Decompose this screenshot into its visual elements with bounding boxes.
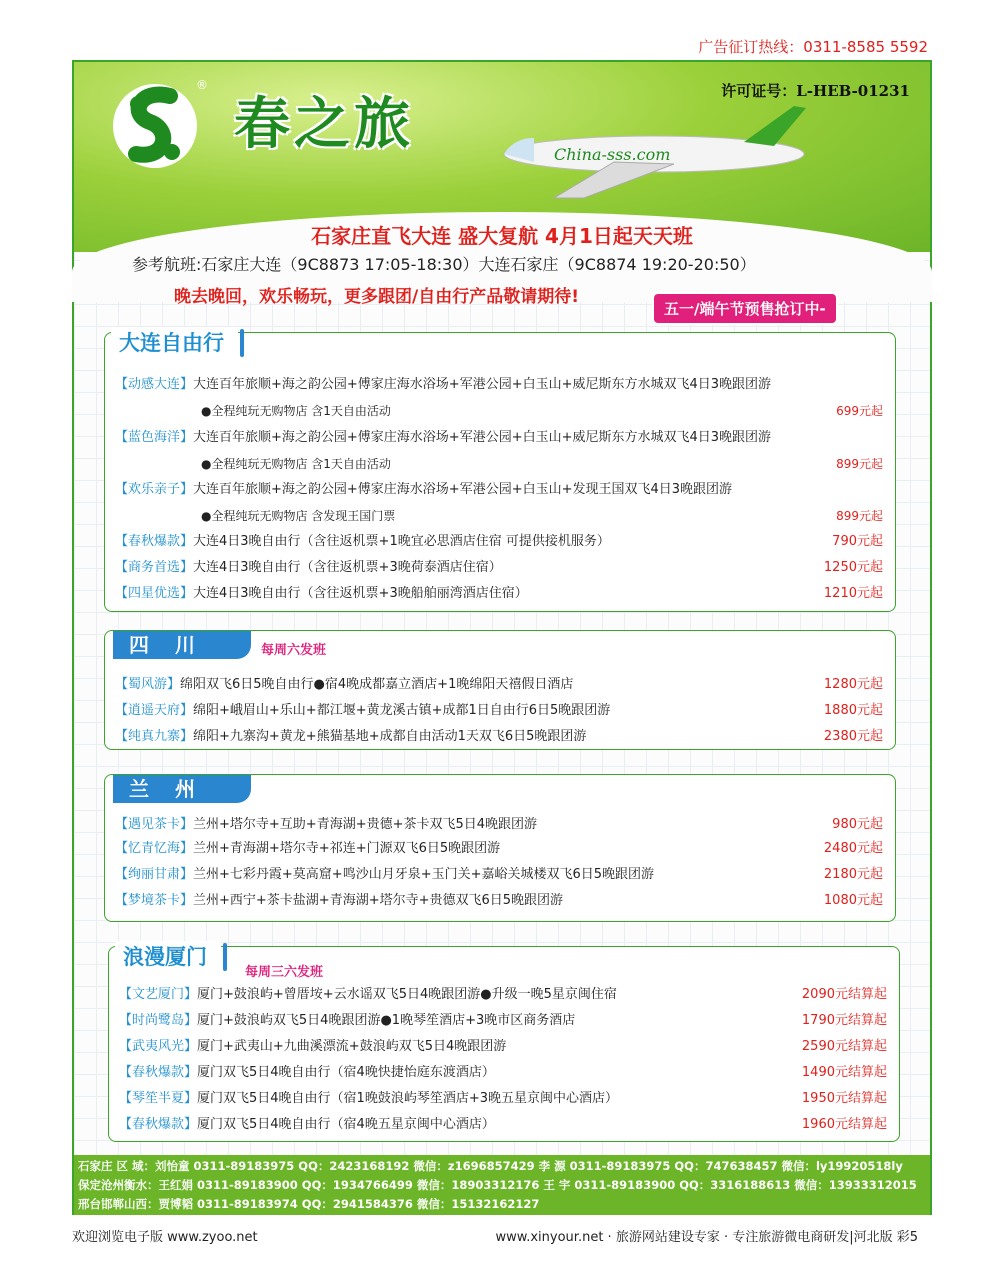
ad-hotline: 广告征订热线：0311-8585 5592 xyxy=(698,38,928,56)
list-item: 【四星优选】大连4日3晚自由行（含往返机票+3晚船舶丽湾酒店住宿） 1210元起 xyxy=(115,586,883,601)
list-item-detail: ●全程纯玩无购物店 含1天自由活动 899元起 xyxy=(201,457,883,471)
contact-line: 保定沧州衡水：王红娟 0311-89183900 QQ：1934766499 微信：18903312176 王 宇 0311-89183900 QQ：3316188613 微信：13933312015 xyxy=(78,1178,917,1192)
list-item: 【春秋爆款】厦门双飞5日4晚自由行（宿4晚快捷怡庭东渡酒店） 1490元结算起 xyxy=(119,1065,887,1080)
section-note: 每周六发班 xyxy=(261,643,327,658)
license-number: 许可证号：L-HEB-01231 xyxy=(721,82,910,100)
list-item-detail: ●全程纯玩无购物店 含发现王国门票 899元起 xyxy=(201,509,883,523)
section-note: 每周三六发班 xyxy=(245,965,324,980)
promo-headline: 石家庄直飞大连 盛大复航 4月1日起天天班 xyxy=(311,224,693,248)
list-item: 【春秋爆款】厦门双飞5日4晚自由行（宿4晚五星京闽中心酒店） 1960元结算起 xyxy=(119,1117,887,1132)
list-item: 【遇见茶卡】兰州+塔尔寺+互助+青海湖+贵德+茶卡双飞5日4晚跟团游 980元起 xyxy=(115,817,883,832)
list-item: 【纯真九寨】绵阳+九寨沟+黄龙+熊猫基地+成都自由活动1天双飞6日5晚跟团游 2380元起 xyxy=(115,729,883,744)
list-item: 【春秋爆款】大连4日3晚自由行（含往返机票+1晚宜必思酒店住宿 可提供接机服务） 790元起 xyxy=(115,534,883,549)
registered-mark: ® xyxy=(196,78,208,92)
page-frame xyxy=(72,60,932,1215)
section-title: 兰州 xyxy=(113,775,251,803)
plane-livery-text: China-sss.com xyxy=(554,145,671,164)
promo-tagline: 晚去晚回，欢乐畅玩，更多跟团/自由行产品敬请期待! xyxy=(174,287,579,307)
brand-name: 春之旅 xyxy=(234,91,414,157)
spring-logo-icon xyxy=(110,74,200,174)
list-item: 【逍遥天府】绵阳+峨眉山+乐山+都江堰+黄龙溪古镇+成都1日自由行6日5晚跟团游 1880元起 xyxy=(115,703,883,718)
list-item: 【时尚鹭岛】厦门+鼓浪屿双飞5日4晚跟团游●1晚琴笙酒店+3晚市区商务酒店 1790元结算起 xyxy=(119,1013,887,1028)
list-item: 【武夷风光】厦门+武夷山+九曲溪漂流+鼓浪屿双飞5日4晚跟团游 2590元结算起 xyxy=(119,1039,887,1054)
presale-badge: 五一/端午节预售抢订中- xyxy=(654,294,836,323)
section-sichuan xyxy=(104,630,896,750)
contact-line: 石家庄 区 域：刘怡童 0311-89183975 QQ：2423168192 微信：z1696857429 李 源 0311-89183975 QQ：747638457 微信：ly19920518ly xyxy=(78,1159,903,1173)
contact-footer xyxy=(74,1155,930,1215)
list-item: 【琴笙半夏】厦门双飞5日4晚自由行（宿1晚鼓浪屿琴笙酒店+3晚五星京闽中心酒店） 1950元结算起 xyxy=(119,1091,887,1106)
list-item: 【文艺厦门】厦门+鼓浪屿+曾厝垵+云水谣双飞5日4晚跟团游●升级一晚5星京闽住宿 2090元结算起 xyxy=(119,987,887,1002)
section-lanzhou xyxy=(104,774,896,922)
contact-line: 邢台邯郸山西：贾博韬 0311-89183974 QQ：2941584376 微信：15132162127 xyxy=(78,1197,540,1211)
list-item: 【蓝色海洋】大连百年旅顺+海之韵公园+傅家庄海水浴场+军港公园+白玉山+威尼斯东方水城双飞4日3晚跟团游 xyxy=(115,430,772,445)
site-footer-text: www.xinyour.net · 旅游网站建设专家 · 专注旅游微电商研发|河北版 彩5 xyxy=(495,1230,918,1245)
list-item: 【蜀风游】绵阳双飞6日5晚自由行●宿4晚成都嘉立酒店+1晚绵阳天禧假日酒店 1280元起 xyxy=(115,677,883,692)
list-item: 【动感大连】大连百年旅顺+海之韵公园+傅家庄海水浴场+军港公园+白玉山+威尼斯东方水城双飞4日3晚跟团游 xyxy=(115,377,772,392)
section-title: 大连自由行 xyxy=(111,327,238,359)
list-item: 【梦境茶卡】兰州+西宁+茶卡盐湖+青海湖+塔尔寺+贵德双飞6日5晚跟团游 1080元起 xyxy=(115,893,883,908)
list-item-detail: ●全程纯玩无购物店 含1天自由活动 699元起 xyxy=(201,404,883,418)
list-item: 【欢乐亲子】大连百年旅顺+海之韵公园+傅家庄海水浴场+军港公园+白玉山+发现王国双飞4日3晚跟团游 xyxy=(115,482,733,497)
list-item: 【忆青忆海】兰州+青海湖+塔尔寺+祁连+门源双飞6日5晚跟团游 2480元起 xyxy=(115,841,883,856)
ebook-link[interactable]: 欢迎浏览电子版 www.zyoo.net xyxy=(72,1230,258,1245)
section-xiamen xyxy=(108,946,900,1142)
section-dalian xyxy=(104,332,896,612)
section-title: 四川 xyxy=(113,631,251,659)
section-title: 浪漫厦门 xyxy=(115,941,221,973)
list-item: 【商务首选】大连4日3晚自由行（含往返机票+3晚荷泰酒店住宿） 1250元起 xyxy=(115,560,883,575)
airplane-icon xyxy=(494,102,814,202)
promo-flights: 参考航班:石家庄大连（9C8873 17:05-18:30）大连石家庄（9C8874 19:20-20:50） xyxy=(132,255,756,274)
list-item: 【绚丽甘肃】兰州+七彩丹霞+莫高窟+鸣沙山月牙泉+玉门关+嘉峪关城楼双飞6日5晚跟团游 2180元起 xyxy=(115,867,883,882)
